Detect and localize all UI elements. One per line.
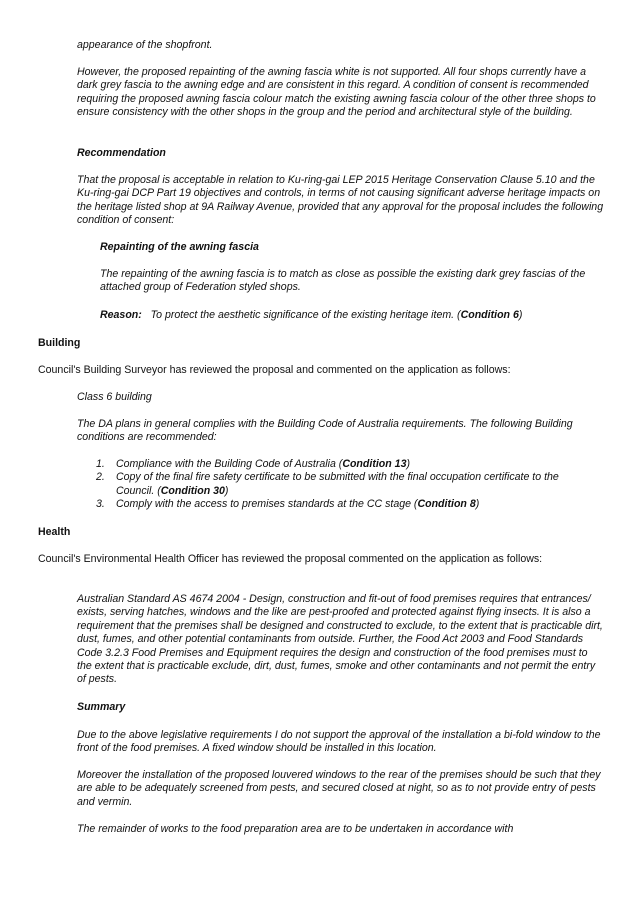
list-item (96, 458, 596, 471)
summary-heading: Summary (77, 701, 126, 713)
list-text: Comply with the access to premises standards at the CC stage ( (116, 498, 418, 511)
reason-close: ) (518, 309, 523, 321)
summary-paragraph-1: Due to the above legislative requirements I do not support the approval of the installation a bi-fold window to the front of the food premises. A fixed window should be installed in this location. (77, 729, 601, 755)
paragraph-shopfront: appearance of the shopfront. (77, 39, 213, 51)
list-close: ) (475, 498, 480, 511)
list-close: ) (224, 484, 229, 497)
reason-text: To protect the aesthetic significance of the existing heritage item. ( (150, 309, 461, 321)
list-number: 3. (96, 498, 105, 511)
building-class: Class 6 building (77, 391, 152, 403)
recommendation-text: That the proposal is acceptable in relation to Ku-ring-gai LEP 2015 Heritage Conservation Clause 5.10 and the Ku-ring-gai DCP Part 19 objectives and controls, in terms of not causing significant adverse heritage impacts on the heritage listed shop at 9A Railway Avenue, provided that any approval for the proposal includes the following condition of consent: (77, 174, 604, 227)
building-heading: Building (38, 337, 81, 349)
reason-label: Reason: (100, 309, 142, 321)
list-number: 1. (96, 458, 105, 470)
building-text: The DA plans in general complies with the Building Code of Australia requirements. The following Building conditions are recommended: (77, 418, 573, 444)
condition-text: The repainting of the awning fascia is to match as close as possible the existing dark grey fascias of the attached group of Federation styled shops. (100, 268, 586, 294)
list-condition: Condition 30 (160, 484, 225, 497)
building-conditions-list (96, 458, 596, 512)
list-close: ) (406, 458, 410, 470)
health-intro: Council's Environmental Health Officer has reviewed the proposal commented on the application as follows: (38, 553, 543, 565)
reason-line (100, 309, 600, 322)
health-standard: Australian Standard AS 4674 2004 - Design, construction and fit-out of food premises requires that entrances/ exists, serving hatches, windows and the like are pest-proofed and protected against flying insects. It is also a requirement that the premises shall be designed and constructed to exclude, to the extent that is practicable dirt, dust, fumes, and other potential contaminants from outside. Further, the Food Act 2003 and Food Standards Code 3.2.3 Food Premises and Equipment requires the design and construction of the food premises must to the extent that is practicable exclude, dirt, dust, fumes, smoke and other contaminants and not permit the entry of pests. (77, 593, 603, 686)
list-item (96, 471, 596, 498)
building-intro: Council's Building Surveyor has reviewed the proposal and commented on the application as follows: (38, 364, 511, 376)
list-condition: Condition 13 (342, 458, 407, 470)
health-heading: Health (38, 526, 71, 538)
list-text: Compliance with the Building Code of Australia ( (116, 458, 343, 470)
paragraph-fascia: However, the proposed repainting of the awning fascia white is not supported. All four shops currently have a dark grey fascia to the awning edge and are consistent in this regard. A condition of consent is recommended requiring the proposed awning fascia colour match the existing awning fascia colour of the other three shops to ensure consistency with the other shops in the group and the period and architectural style of the building. (77, 66, 596, 119)
list-text: Copy of the final fire safety certificate to be submitted with the final occupation certificate to the Council. ( (116, 471, 559, 497)
summary-paragraph-3: The remainder of works to the food preparation area are to be undertaken in accordance with (77, 823, 514, 835)
recommendation-heading: Recommendation (77, 147, 166, 159)
list-item (96, 498, 596, 511)
reason-condition: Condition 6 (460, 309, 519, 321)
list-condition: Condition 8 (417, 498, 476, 511)
condition-heading: Repainting of the awning fascia (100, 241, 259, 253)
list-number: 2. (96, 471, 105, 484)
summary-paragraph-2: Moreover the installation of the proposed louvered windows to the rear of the premises should be such that they are able to be adequately screened from pests, and secured closed at night, so as to not provide entry of pests and vermin. (77, 769, 601, 808)
